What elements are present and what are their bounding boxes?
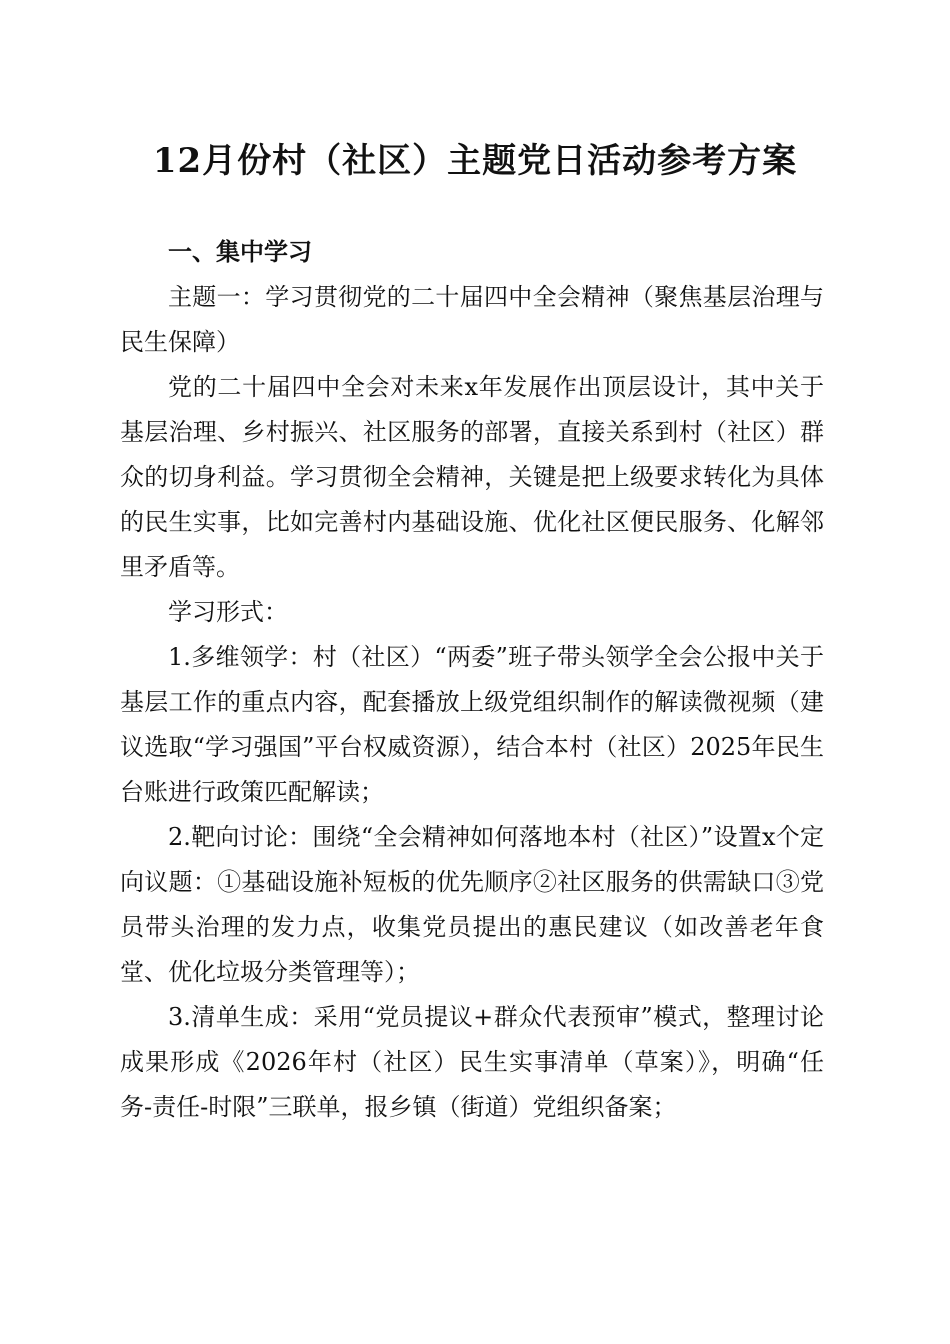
document-title: 12月份村（社区）主题党日活动参考方案: [152, 141, 798, 181]
list-item-targeted-discussion: 2.靶向讨论：围绕“全会精神如何落地本村（社区）”设置x个定向议题：①基础设施补短板的优先顺序②社区服务的供需缺口③党员带头治理的发力点，收集党员提出的惠民建议（如改善老年食堂、优化垃圾分类管理等）；: [120, 823, 824, 986]
study-format-label: 学习形式：: [168, 598, 288, 626]
document-body: [120, 230, 824, 1130]
theme-one-title: 主题一：学习贯彻党的二十届四中全会精神（聚焦基层治理与民生保障）: [120, 283, 824, 356]
list-item-multi-dimensional-study: 1.多维领学：村（社区）“两委”班子带头领学全会公报中关于基层工作的重点内容，配套播放上级党组织制作的解读微视频（建议选取“学习强国”平台权威资源），结合本村（社区）2025年民生台账进行政策匹配解读；: [120, 643, 824, 806]
section-heading-concentrated-study: 一、集中学习: [168, 238, 312, 266]
list-item-list-generation: 3.清单生成：采用“党员提议+群众代表预审”模式，整理讨论成果形成《2026年村（社区）民生实事清单（草案）》，明确“任务-责任-时限”三联单，报乡镇（街道）党组织备案；: [120, 1003, 824, 1121]
intro-paragraph: 党的二十届四中全会对未来x年发展作出顶层设计，其中关于基层治理、乡村振兴、社区服务的部署，直接关系到村（社区）群众的切身利益。学习贯彻全会精神，关键是把上级要求转化为具体的民生实事，比如完善村内基础设施、优化社区便民服务、化解邻里矛盾等。: [120, 373, 824, 581]
